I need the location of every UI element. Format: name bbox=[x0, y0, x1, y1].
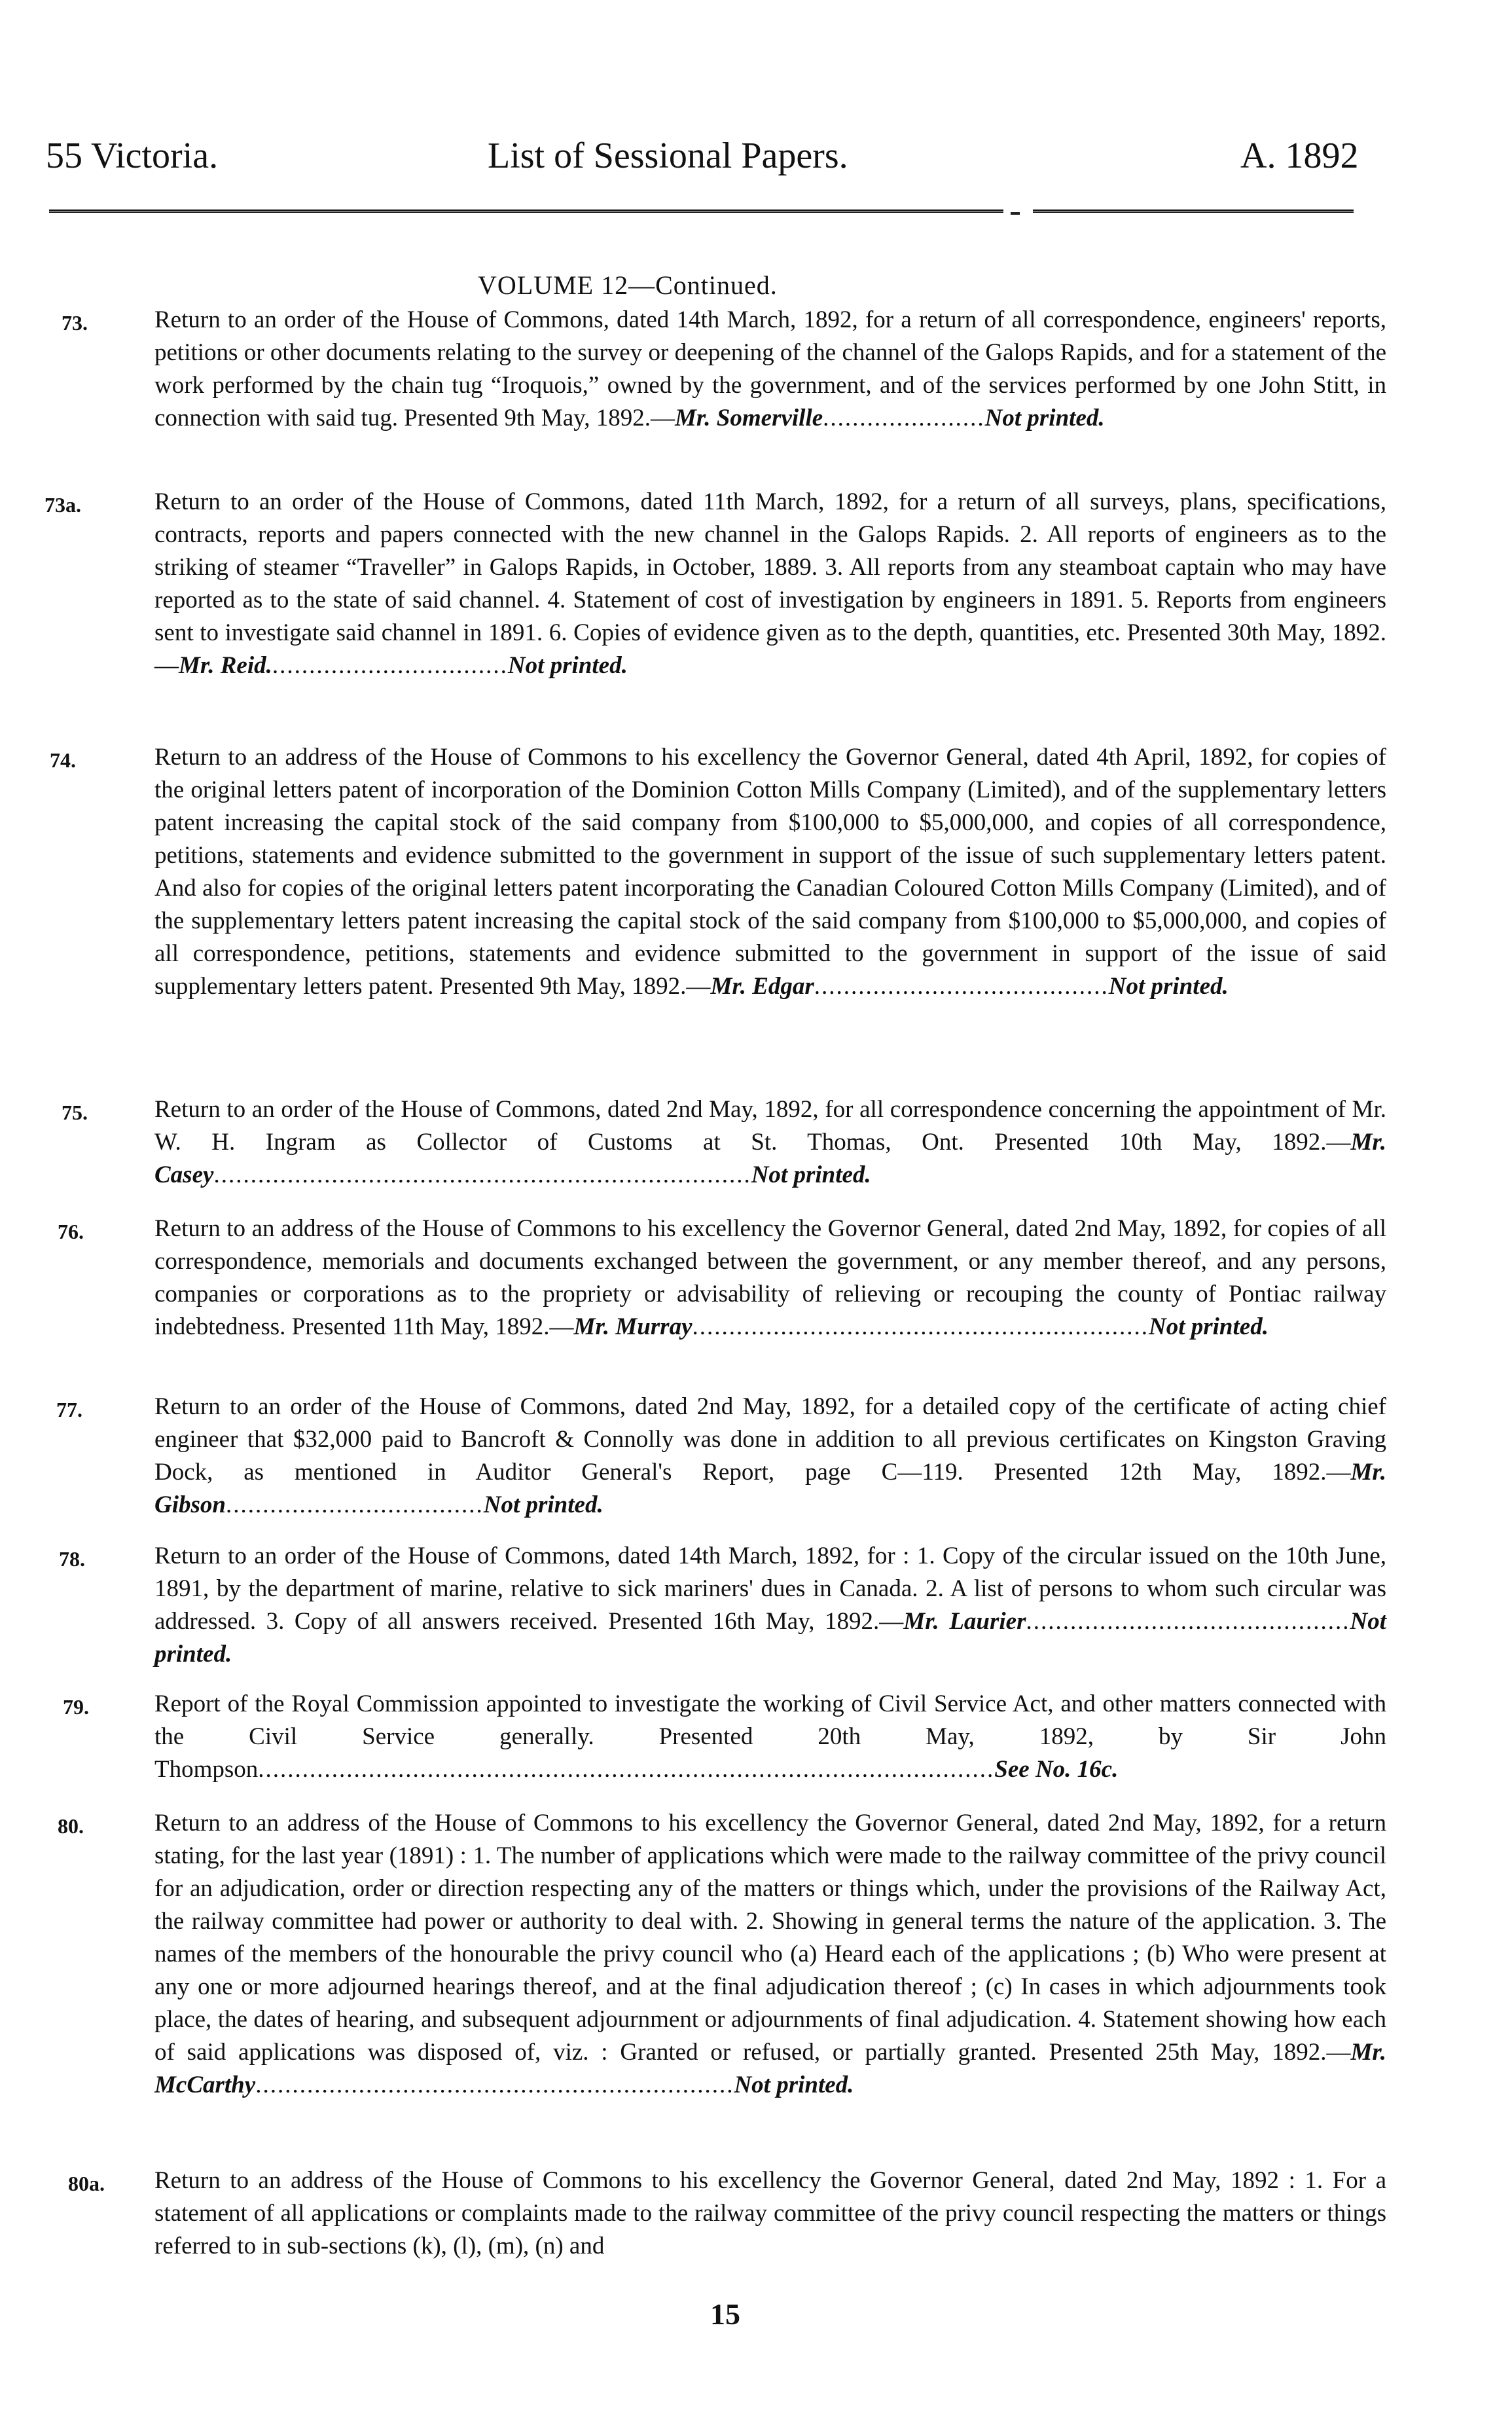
entry-73 bbox=[62, 304, 1386, 435]
entry-77 bbox=[56, 1391, 1386, 1522]
header-rule-right bbox=[1033, 210, 1354, 213]
entry-member: Mr. Casey bbox=[154, 1129, 1386, 1188]
entry-member: Mr. Somerville bbox=[675, 405, 823, 431]
entry-79 bbox=[63, 1688, 1386, 1786]
entry-body: Return to an order of the House of Commons, dated 11th March, 1892, for a return of all surveys, plans, specifications, contracts, reports and papers connected with the new channel in the Galops Rapids. 2. All reports of engineers as to the striking of steamer “Traveller” in Galops Rapids, in October, 1889. 3. All reports from any steamboat captain who may have reported as to the state of said channel. 4. Statement of cost of investigation by engineers in 1891. 5. Reports from engineers sent to investigate said channel in 1891. 6. Copies of evidence given as to the depth, quantities, etc. Presented 30th May, 1892.— bbox=[154, 488, 1386, 679]
entry-body: Return to an address of the House of Commons to his excellency the Governor General, dated 2nd May, 1892 : 1. For a statement of all applications or complaints made to the railway committee of the privy council respecting the matters or things referred to in sub-sections (k), (l), (m), (n) and bbox=[154, 2167, 1386, 2259]
entry-body: Return to an order of the House of Commons, dated 2nd May, 1892, for all correspondence concerning the appointment of Mr. W. H. Ingram as Collector of Customs at St. Thomas, Ont. Presented 10th May, 1892.— bbox=[154, 1096, 1386, 1156]
entry-body: Return to an order of the House of Commons, dated 2nd May, 1892, for a detailed copy of the certificate of acting chief engineer that $32,000 paid to Bancroft & Connolly was done in addition to all previous certificates on Kingston Graving Dock, as mentioned in Auditor General's Report, page C—119. Presented 12th May, 1892.— bbox=[154, 1393, 1386, 1486]
entry-number: 77. bbox=[56, 1398, 82, 1421]
entry-number: 73a. bbox=[45, 493, 81, 517]
entry-number: 80a. bbox=[68, 2172, 105, 2195]
header-right: A. 1892 bbox=[1240, 136, 1359, 176]
entry-leader-dots: ................................... bbox=[225, 1491, 484, 1518]
entry-status: Not printed. bbox=[1149, 1313, 1269, 1340]
entry-member: Mr. Gibson bbox=[154, 1459, 1386, 1518]
entry-leader-dots: ...................... bbox=[823, 405, 985, 431]
entry-75 bbox=[62, 1093, 1386, 1192]
entry-74 bbox=[50, 741, 1386, 1003]
header-title: List of Sessional Papers. bbox=[488, 136, 848, 176]
entry-member: Mr. Murray bbox=[573, 1313, 693, 1340]
entry-status: Not printed. bbox=[507, 652, 628, 679]
page-number: 15 bbox=[710, 2297, 740, 2331]
entry-leader-dots: ........................................ bbox=[814, 973, 1109, 1000]
entry-status: Not printed. bbox=[483, 1491, 603, 1518]
entry-number: 76. bbox=[58, 1220, 84, 1243]
header-left: 55 Victoria. bbox=[46, 136, 219, 176]
entry-78 bbox=[59, 1540, 1386, 1671]
entry-leader-dots: ................................ bbox=[272, 652, 508, 679]
entry-member: Mr. Laurier bbox=[903, 1608, 1026, 1635]
entry-member: Mr. Reid. bbox=[179, 652, 272, 679]
entry-76 bbox=[58, 1213, 1386, 1343]
entry-member: Mr. McCarthy bbox=[154, 2039, 1386, 2098]
entry-leader-dots: .............................................................. bbox=[692, 1313, 1149, 1340]
entry-73a bbox=[45, 486, 1386, 682]
entry-number: 79. bbox=[63, 1695, 89, 1719]
entry-number: 75. bbox=[62, 1101, 88, 1124]
entry-status: Not printed. bbox=[1108, 973, 1229, 1000]
entry-body: Return to an address of the House of Commons to his excellency the Governor General, dated 2nd May, 1892, for a return stating, for the last year (1891) : 1. The number of applications which were made to the railway committee of the privy council for an adjudication, order or direction respecting any of the matters or things which, under the provisions of the Railway Act, the railway committee had power or authority to deal with. 2. Showing in general terms the nature of the application. 3. The names of the members of the honourable the privy council who (a) Heard each of the applications ; (b) Who were present at any one or more adjourned hearings thereof, and at the final adjudication thereof ; (c) In cases in which adjournments took place, the dates of hearing, and subsequent adjournment or adjournments of final adjudication. 4. Statement showing how each of said applications was disposed of, viz. : Granted or refused, or partially granted. Presented 25th May, 1892.— bbox=[154, 1810, 1386, 2066]
entry-leader-dots: ......................................................................... bbox=[213, 1161, 751, 1188]
entry-80a bbox=[68, 2164, 1386, 2263]
entry-80 bbox=[58, 1807, 1386, 2102]
entry-status: Not printed. bbox=[734, 2072, 854, 2098]
volume-heading: VOLUME 12—Continued. bbox=[478, 270, 778, 300]
entry-body: Report of the Royal Commission appointed to investigate the working of Civil Service Act, and other matters connected with the Civil Service generally. Presented 20th May, 1892, by Sir John Thompson bbox=[154, 1690, 1386, 1783]
entry-number: 74. bbox=[50, 748, 76, 772]
entry-status: Not printed. bbox=[984, 405, 1105, 431]
entry-status: Not printed. bbox=[751, 1161, 871, 1188]
entry-number: 78. bbox=[59, 1547, 85, 1571]
entry-leader-dots: ................................................................. bbox=[255, 2072, 734, 2098]
entry-number: 73. bbox=[62, 311, 88, 335]
entry-body: Return to an address of the House of Commons to his excellency the Governor General, dated 2nd May, 1892, for copies of all correspondence, memorials and documents exchanged between the government, or any member thereof, and any persons, companies or corporations as to the propriety or advisability of relieving or recouping the county of Pontiac railway indebtedness. Presented 11th May, 1892.— bbox=[154, 1215, 1386, 1340]
entry-status: Not printed. bbox=[154, 1608, 1386, 1668]
entry-leader-dots: .................................................................................................... bbox=[258, 1756, 995, 1783]
entry-body: Return to an order of the House of Commons, dated 14th March, 1892, for : 1. Copy of the circular issued on the 10th June, 1891, by the department of marine, relative to sick mariners' dues in Canada. 2. A list of persons to whom such circular was addressed. 3. Copy of all answers received. Presented 16th May, 1892.— bbox=[154, 1543, 1386, 1635]
entry-member: Mr. Edgar bbox=[710, 973, 814, 1000]
entry-body: Return to an order of the House of Commons, dated 14th March, 1892, for a return of all correspondence, engineers' reports, petitions or other documents relating to the survey or deepening of the channel of the Galops Rapids, and for a statement of the work performed by the chain tug “Iroquois,” owned by the government, and of the services performed by one John Stitt, in connection with said tug. Presented 9th May, 1892.— bbox=[154, 306, 1386, 431]
header-rule-dash bbox=[1011, 212, 1020, 215]
entry-leader-dots: ............................................ bbox=[1026, 1608, 1350, 1635]
entry-body: Return to an address of the House of Commons to his excellency the Governor General, dated 4th April, 1892, for copies of the original letters patent of incorporation of the Dominion Cotton Mills Company (Limited), and of the supplementary letters patent increasing the capital stock of the said company from $100,000 to $5,000,000, and copies of all correspondence, petitions, statements and evidence submitted to the government in support of the issue of such supplementary letters patent. And also for copies of the original letters patent incorporating the Canadian Coloured Cotton Mills Company (Limited), and of the supplementary letters patent increasing the capital stock of the said company from $100,000 to $5,000,000, and copies of all correspondence, petitions, statements and evidence submitted to the government in support of the issue of said supplementary letters patent. Presented 9th May, 1892.— bbox=[154, 744, 1386, 1000]
header-rule-left bbox=[49, 210, 1003, 213]
entry-number: 80. bbox=[58, 1814, 84, 1838]
entry-status: See No. 16c. bbox=[994, 1756, 1119, 1783]
